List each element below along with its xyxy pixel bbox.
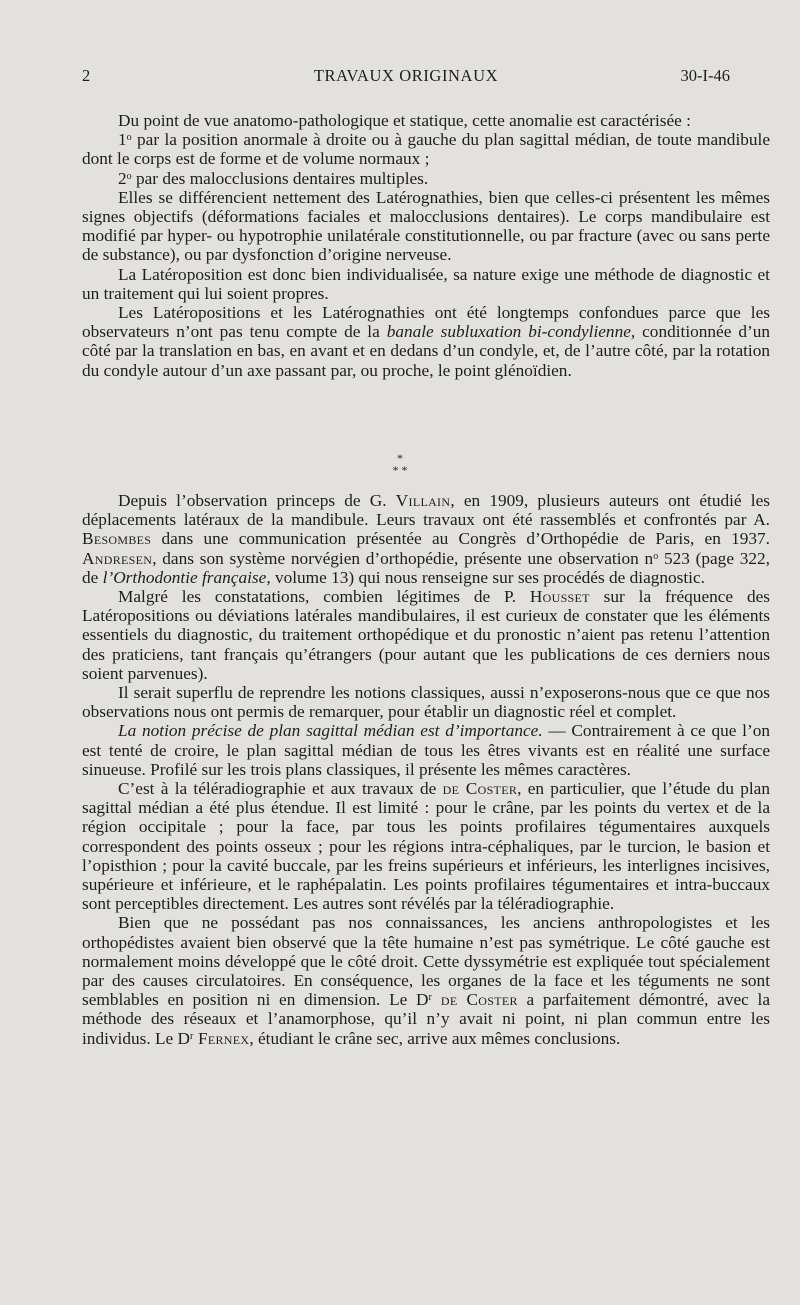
separator-star-top: * bbox=[397, 451, 403, 465]
paragraph: Les Latéropositions et les Latérognathies ont été longtemps confondues parce que les observateurs n’ont pas tenu compte de la banale subluxation bi-condylienne, conditionnée d’un côté par la translation en bas, en avant et en dedans d’un condyle, et, de l’autre côté, par la rotation du condyle autour d’un axe passant par, ou proche, le point glénoïdien. bbox=[82, 303, 770, 380]
separator-star-bottom: * * bbox=[392, 463, 408, 477]
paragraph: Bien que ne possédant pas nos connaissances, les anciens anthropologistes et les orthopédistes avaient bien observé que la tête humaine n’est pas symétrique. Le côté gauche est normalement moins développé que le côté droit. Cette dyssymétrie est expliquée tout spécialement par des causes circulatoires. En conséquence, les organes de la face et les téguments ne sont semblables en position ni en dimension. Le $D^r$ de Coster a parfaitement démontré, avec la méthode des réseaux et l’anamorphose, qu’il n’y avait ni point, ni plan commun entre les individus. Le $D^r$ Fernex, étudiant le crâne sec, arrive aux mêmes conclusions. bbox=[82, 913, 770, 1048]
author-name: Villain bbox=[395, 491, 451, 510]
paragraph: Du point de vue anatomo-pathologique et statique, cette anomalie est caractérisée : bbox=[118, 111, 691, 130]
author-name: Andresen bbox=[82, 548, 153, 568]
author-name: de Coster bbox=[431, 990, 518, 1010]
section-one bbox=[82, 111, 770, 380]
paragraph: C’est à la téléradiographie et aux travaux de de Coster, en particulier, que l’étude du plan sagittal médian a été plus étendue. Il est limité : pour le crâne, par les points du vertex et de la région occipitale ; pour la face, par tous les points profilaires tégumentaires auxquels correspondent des points osseux ; pour les régions intra-céphaliques, par le turcion, le basion et l’opisthion ; pour la cavité buccale, par les freins supérieurs et inférieurs, les interlignes incisives, supérieure et inférieure, et le raphépalatin. Les points profilaires tégumentaires et intra-buccaux sont perceptibles directement. Les autres sont révélés par la téléradiographie. bbox=[82, 779, 770, 914]
author-name: Besombes bbox=[82, 529, 152, 549]
issue-date: 30-I-46 bbox=[680, 66, 730, 85]
paragraph: Depuis l’observation princeps de G. Villain, en 1909, plusieurs auteurs ont étudié les déplacements latéraux de la mandibule. Leurs travaux ont été rassemblés et confrontés par A. Besombes dans une communication présentée au Congrès d’Orthopédie de Paris, en 1937. Andresen, dans son système norvégien d’orthopédie, présente une observation $n^o$ 523 (page 322, de l’Orthodontie française, volume 13) qui nous renseigne sur ses procédés de diagnostic. bbox=[82, 491, 770, 587]
author-name: Fernex bbox=[193, 1028, 250, 1048]
section-two bbox=[82, 491, 770, 1048]
page-number: 2 bbox=[82, 66, 91, 85]
paragraph: Elles se différencient nettement des Latérognathies, bien que celles-ci présentent les mêmes signes objectifs (déformations faciales et malocclusions dentaires). Le corps mandibulaire est modifié par hyper- ou hypotrophie unilatérale constitutionnelle, ou par fracture (avec ou sans perte de substance), ou par dysfonction d’origine nerveuse. bbox=[82, 187, 770, 265]
list-item: 2$^o$ par des malocclusions dentaires multiples. bbox=[118, 168, 429, 188]
paragraph: La notion précise de plan sagittal médian est d’importance. — Contrairement à ce que l’on est tenté de croire, le plan sagittal médian de tous les êtres vivants est en réalité une surface sinueuse. Profilé sur les trois plans classiques, il présente les mêmes caractères. bbox=[82, 721, 770, 779]
paragraph: La Latéroposition est donc bien individualisée, sa nature exige une méthode de diagnostic et un traitement qui lui soient propres. bbox=[82, 264, 770, 303]
paragraph: Malgré les constatations, combien légitimes de P. Housset sur la fréquence des Latéropositions ou déviations latérales mandibulaires, il est curieux de constater que les éléments essentiels du diagnostic, du traitement orthopédique et du pronostic n’aient pas retenu l’attention des praticiens, tant français qu’étrangers (pour autant que les publications de ces derniers nous soient parvenues). bbox=[82, 587, 770, 683]
paragraph: Il serait superflu de reprendre les notions classiques, aussi n’exposerons-nous que ce que nos observations nous ont permis de remarquer, pour établir un diagnostic réel et complet. bbox=[82, 683, 770, 722]
author-name: de Coster bbox=[442, 779, 518, 799]
running-title: TRAVAUX ORIGINAUX bbox=[313, 66, 499, 85]
running-header bbox=[82, 66, 730, 86]
section-separator bbox=[0, 452, 800, 476]
author-name: Housset bbox=[529, 587, 590, 607]
list-item: 1$^o$ par la position anormale à droite ou à gauche du plan sagittal médian, de toute mandibule dont le corps est de forme et de volume normaux ; bbox=[82, 130, 770, 169]
